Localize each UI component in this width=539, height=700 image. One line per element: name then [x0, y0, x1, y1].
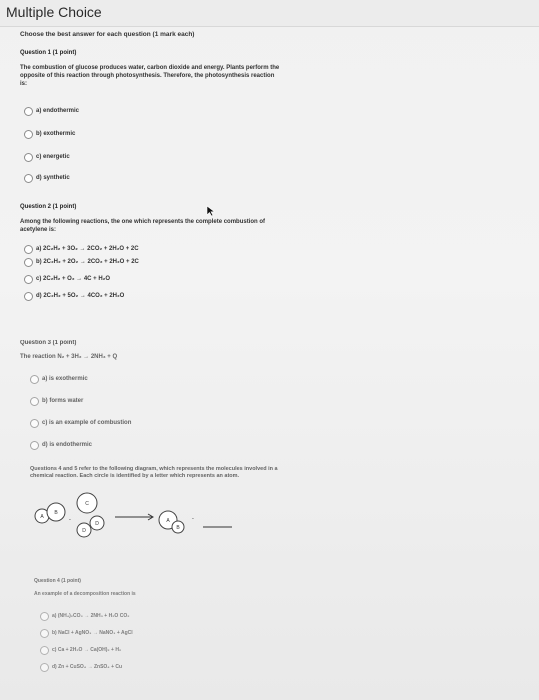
- atom-label: B: [176, 525, 180, 531]
- option-label: c) energetic: [36, 154, 70, 160]
- atom-label: A: [166, 518, 170, 524]
- plus-sign: ·: [68, 515, 72, 524]
- atom-label: D: [95, 521, 99, 527]
- atom-label: A: [40, 514, 44, 520]
- question-4-text: An example of a decomposition reaction is: [34, 591, 136, 597]
- option-label: c) is an example of combustion: [42, 420, 132, 426]
- plus-sign: ·: [191, 514, 195, 523]
- option-label: d) Zn + CuSO₄ → ZnSO₄ + Cu: [52, 664, 123, 670]
- question-4-heading: Question 4 (1 point): [34, 578, 81, 584]
- option-label: b) forms water: [42, 398, 84, 404]
- radio-button[interactable]: [40, 612, 49, 621]
- option-label: d) synthetic: [36, 175, 70, 181]
- radio-button[interactable]: [40, 646, 49, 655]
- option-label: a) 2C₂H₂ + 3O₂ → 2CO₂ + 2H₂O + 2C: [36, 246, 139, 252]
- atom-label: C: [85, 501, 89, 507]
- question-1-text: The combustion of glucose produces water, carbon dioxide and energy. Plants perform the opposite of this reaction through photosynthesis. Therefore, the photosynthesis reaction is:: [20, 65, 280, 87]
- option-label: a) is exothermic: [42, 376, 88, 382]
- question-4-option-a[interactable]: [40, 611, 129, 621]
- question-3-heading: Question 3 (1 point): [20, 340, 77, 346]
- option-label: a) endothermic: [36, 108, 80, 114]
- question-1-heading: Question 1 (1 point): [20, 50, 77, 56]
- atom-label: B: [54, 510, 58, 516]
- option-label: b) exothermic: [36, 131, 76, 137]
- atom-label: D: [82, 528, 86, 534]
- option-label: c) 2C₂H₂ + O₂ → 4C + H₂O: [36, 276, 111, 282]
- question-3-text: The reaction N₂ + 3H₂ → 2NH₃ + Q: [20, 354, 118, 360]
- diagram-caption: Questions 4 and 5 refer to the following diagram, which represents the molecules involved in a chemical reaction. Each circle is identified by a letter which represents an atom.: [30, 466, 278, 479]
- question-4-option-c[interactable]: [40, 645, 121, 655]
- option-label: b) NaCl + AgNO₃ → NaNO₃ + AgCl: [52, 630, 133, 636]
- question-4-option-d[interactable]: [40, 662, 122, 672]
- option-label: a) (NH₄)₂CO₃ → 2NH₃ + H₂O CO₂: [52, 613, 130, 619]
- option-label: d) is endothermic: [42, 442, 93, 448]
- page-title: Multiple Choice: [6, 4, 102, 20]
- question-2-text: Among the following reactions, the one which represents the complete combustion of acetylene is:: [20, 219, 266, 233]
- question-4-option-b[interactable]: [40, 628, 133, 638]
- question-2-heading: Question 2 (1 point): [20, 204, 77, 210]
- option-label: c) Ca + 2H₂O → Ca(OH)₂ + H₂: [52, 647, 122, 653]
- radio-button[interactable]: [40, 663, 49, 672]
- radio-button[interactable]: [40, 629, 49, 638]
- instructions-text: Choose the best answer for each question (1 mark each): [20, 31, 195, 38]
- option-label: b) 2C₂H₂ + 2O₂ → 2CO₂ + 2H₂O + 2C: [36, 259, 139, 265]
- option-label: d) 2C₂H₂ + 5O₂ → 4CO₂ + 2H₂O: [36, 293, 125, 299]
